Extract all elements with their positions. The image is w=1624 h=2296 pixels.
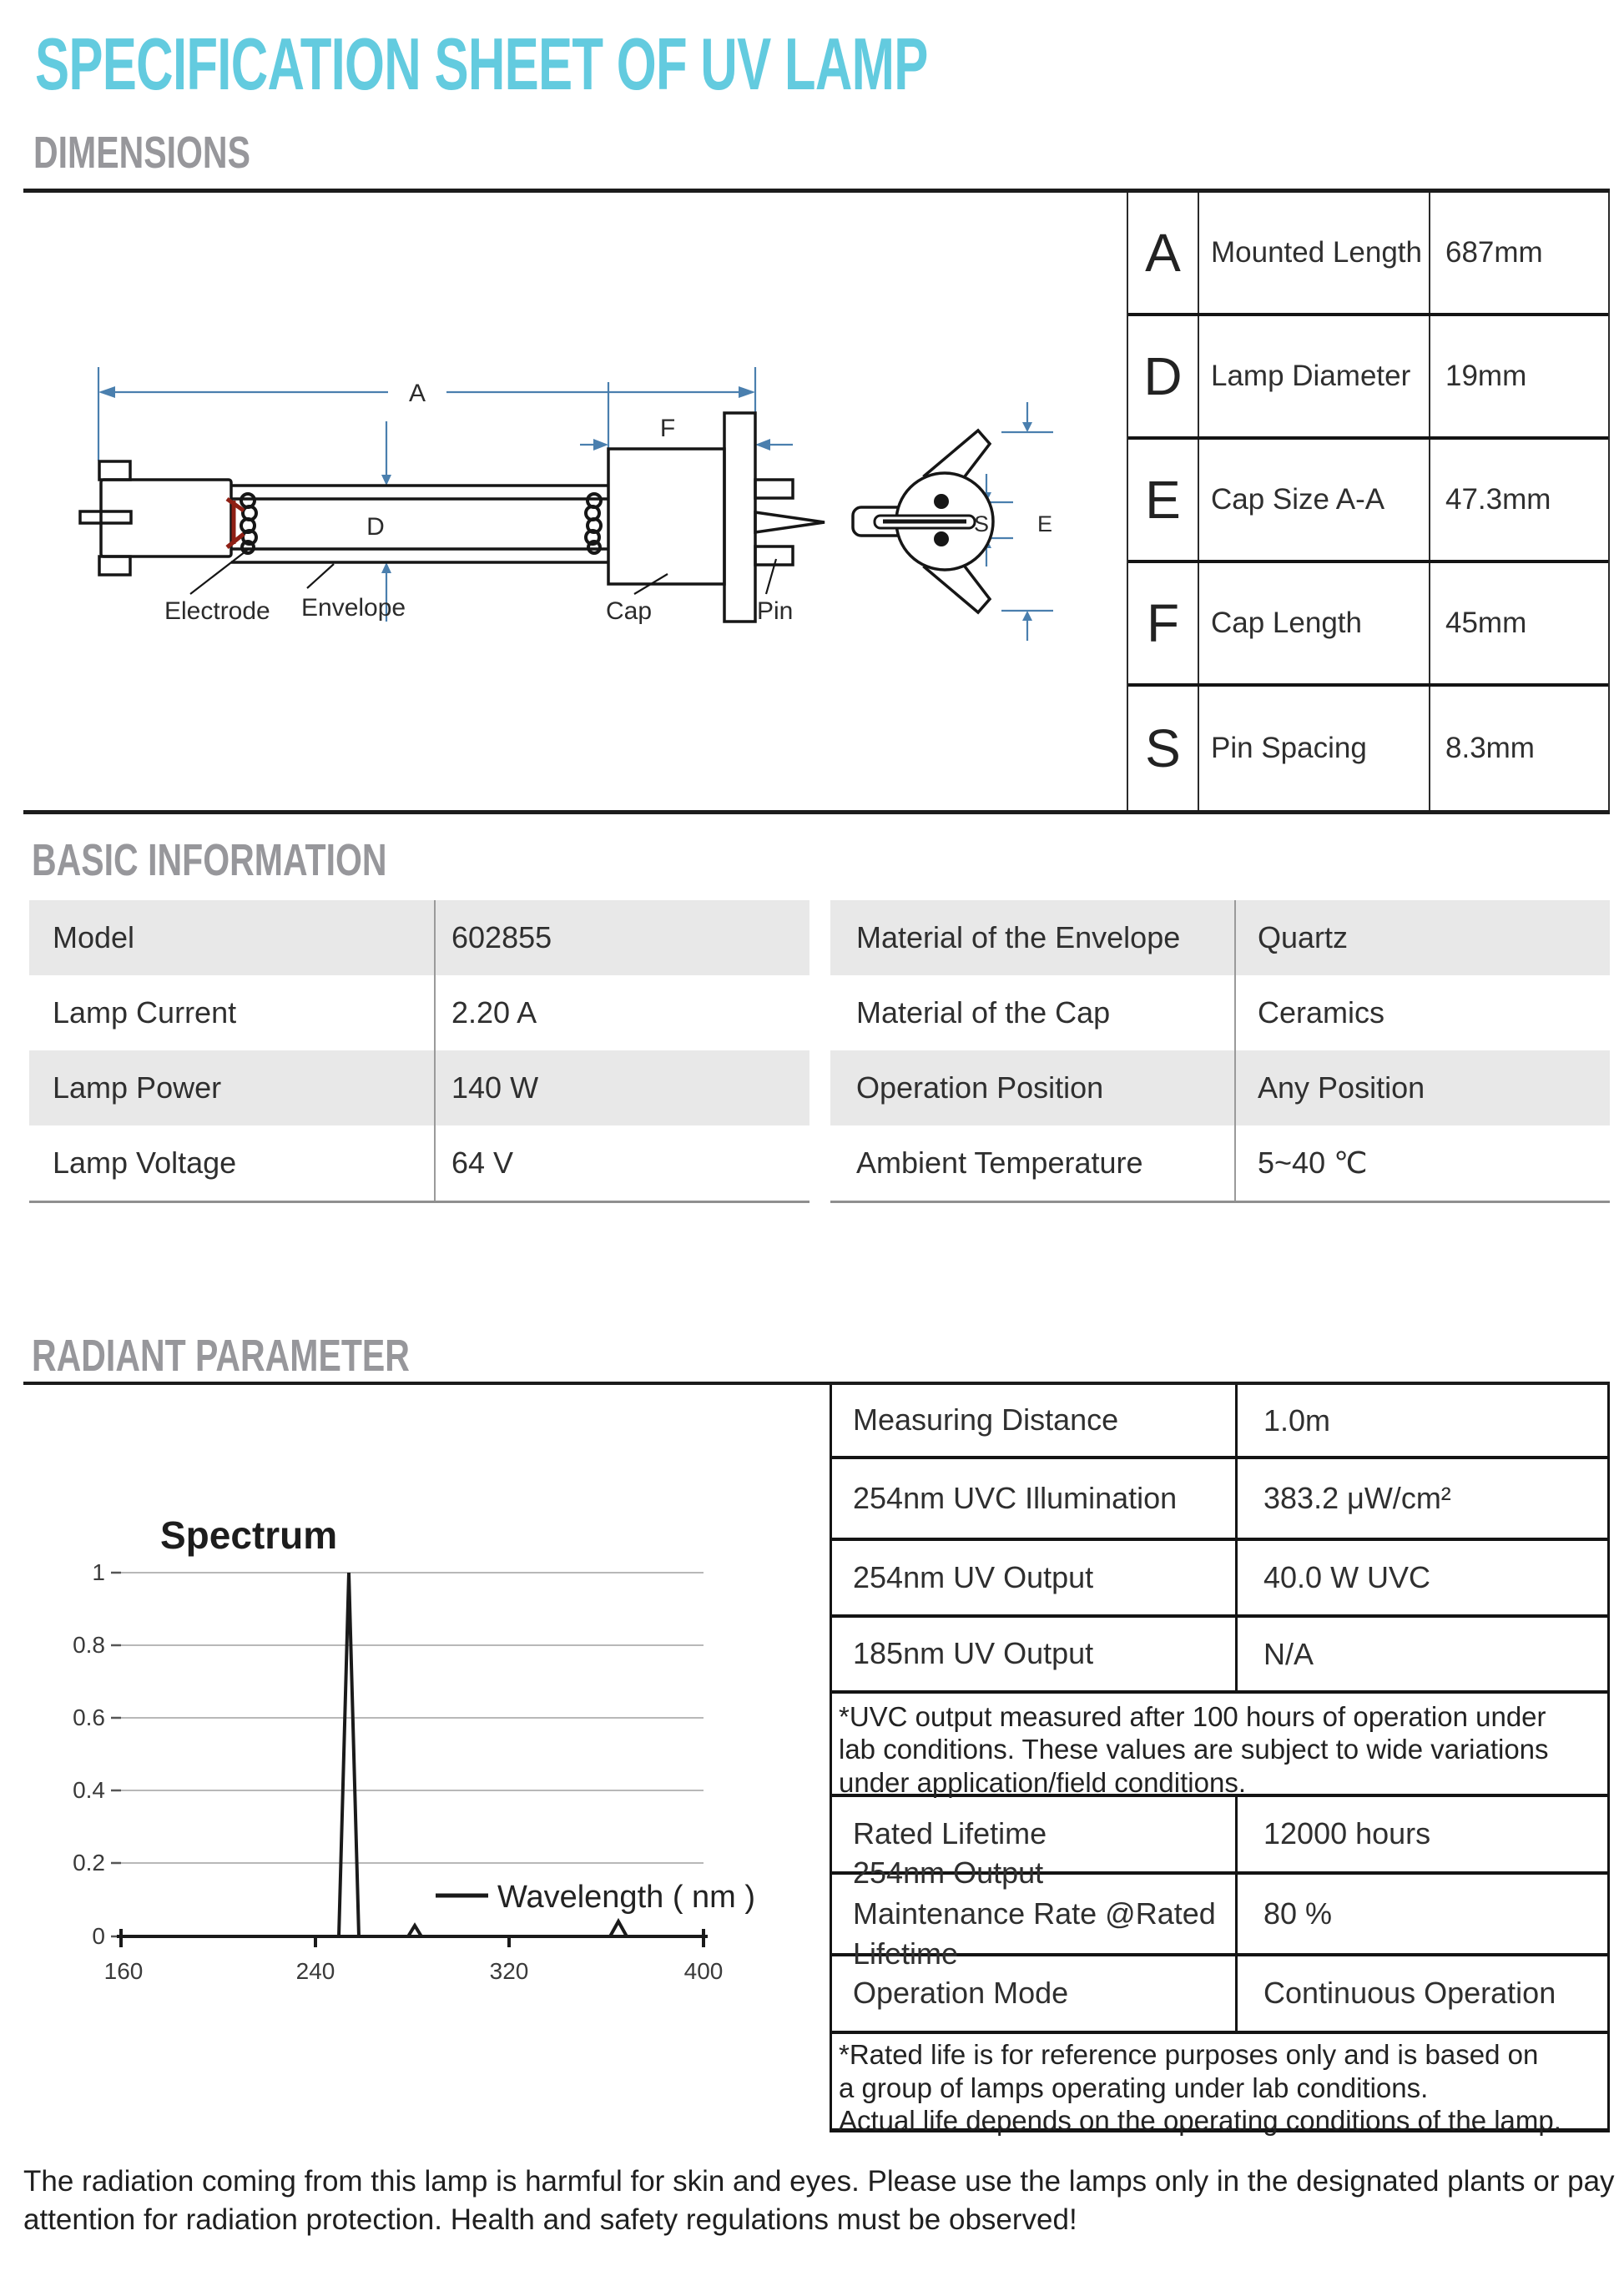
table-row	[1128, 193, 1608, 316]
table-row	[830, 975, 1610, 1050]
page-title: SPECIFICATION SHEET OF UV LAMP	[35, 23, 928, 105]
svg-text:0.2: 0.2	[73, 1850, 105, 1876]
electrode-coils	[241, 494, 601, 553]
dim-value: 8.3mm	[1445, 732, 1535, 764]
basic-label: Model	[53, 920, 135, 954]
warning-line: attention for radiation protection. Health and safety regulations must be observed!	[23, 2203, 1077, 2237]
rad-label: 254nm UV Output	[832, 1541, 1238, 1614]
basic-value: 140 W	[451, 1070, 539, 1105]
svg-text:0.4: 0.4	[73, 1777, 105, 1803]
chart-y-axis-ticks	[111, 1573, 121, 1936]
dim-s-label: S	[973, 511, 990, 536]
table-row	[1128, 687, 1608, 810]
dimensions-table	[1127, 193, 1610, 810]
dim-letter: A	[1128, 193, 1199, 313]
dim-value: 687mm	[1445, 236, 1543, 269]
dim-value: 47.3mm	[1445, 483, 1551, 516]
basic-information-heading: BASIC INFORMATION	[32, 835, 387, 885]
note-line: under application/field conditions.	[839, 1766, 1246, 1798]
note-line: *Rated life is for reference purposes only and is based on	[839, 2038, 1539, 2070]
warning-line: The radiation coming from this lamp is harmful for skin and eyes. Please use the lamps only in the designated plants or pay	[23, 2165, 1615, 2198]
rad-value: N/A	[1263, 1636, 1314, 1671]
note-line: a group of lamps operating under lab conditions.	[839, 2072, 1429, 2103]
dim-f-label: F	[659, 415, 676, 442]
spectrum-chart	[67, 1493, 801, 1986]
table-row	[29, 975, 809, 1050]
dim-value: 19mm	[1445, 360, 1527, 392]
basic-value: Quartz	[1258, 920, 1349, 954]
table-row	[832, 1459, 1607, 1541]
dim-name: Pin Spacing	[1199, 687, 1430, 810]
uvc-output-note	[832, 1694, 1607, 1797]
svg-text:400: 400	[683, 1958, 724, 1984]
basic-value: 64 V	[451, 1145, 514, 1180]
dimensions-heading: DIMENSIONS	[33, 128, 250, 178]
dim-name: Cap Size A-A	[1199, 440, 1430, 560]
basic-label: Ambient Temperature	[856, 1145, 1143, 1180]
table-row	[832, 1618, 1607, 1693]
svg-text:240: 240	[295, 1958, 335, 1984]
dim-name: Mounted Length	[1199, 193, 1430, 313]
dim-e-label: E	[1037, 511, 1053, 536]
basic-information-table-right	[830, 900, 1610, 1201]
dimension-arrowheads	[98, 386, 1032, 621]
note-line: *UVC output measured after 100 hours of operation under	[839, 1700, 1546, 1732]
radiant-parameter-heading: RADIANT PARAMETER	[32, 1331, 410, 1381]
svg-text:0: 0	[92, 1923, 105, 1949]
basic-value: 5~40 ℃	[1258, 1145, 1368, 1180]
envelope-label: Envelope	[301, 594, 406, 622]
cap-end-view	[853, 430, 993, 612]
basic-value: Ceramics	[1258, 995, 1385, 1030]
dim-value: 45mm	[1445, 607, 1527, 639]
radiant-parameter-table	[830, 1385, 1610, 2137]
svg-text:0.8: 0.8	[73, 1632, 105, 1658]
chart-y-axis-labels	[73, 1559, 105, 1949]
rated-life-note	[832, 2034, 1607, 2137]
dim-name: Lamp Diameter	[1199, 316, 1430, 436]
table-row	[1128, 563, 1608, 687]
dim-letter: D	[1128, 316, 1199, 436]
table-border	[29, 1201, 809, 1203]
radiation-warning-text	[23, 2163, 1615, 2239]
dim-letter: F	[1128, 563, 1199, 683]
table-row	[832, 1855, 1607, 1971]
svg-text:0.6: 0.6	[73, 1704, 105, 1730]
table-divider	[1234, 900, 1236, 1201]
dim-a-label: A	[408, 380, 426, 407]
basic-value: Any Position	[1258, 1070, 1425, 1105]
rad-label: 185nm UV Output	[832, 1618, 1238, 1689]
rad-value: Continuous Operation	[1263, 1976, 1556, 2011]
rad-label: 254nm UVC Illumination	[832, 1459, 1238, 1538]
rad-value: 1.0m	[1263, 1402, 1331, 1438]
table-row	[29, 1050, 809, 1125]
note-line: lab conditions. These values are subject to wide variations	[839, 1734, 1549, 1765]
chart-x-axis-labels	[104, 1958, 724, 1984]
table-row	[832, 1385, 1607, 1459]
dimensions-bottom-rule	[23, 810, 1610, 814]
table-border	[830, 1201, 1610, 1203]
rad-label: Rated Lifetime	[832, 1797, 1238, 1871]
table-row	[832, 1541, 1607, 1618]
table-divider	[434, 900, 436, 1201]
svg-text:320: 320	[489, 1958, 529, 1984]
legend-label: Wavelength ( nm )	[497, 1880, 756, 1915]
chart-title: Spectrum	[160, 1513, 338, 1557]
basic-label: Material of the Cap	[856, 995, 1111, 1030]
table-row	[830, 1125, 1610, 1201]
leader-lines	[190, 549, 776, 594]
basic-information-table-left	[29, 900, 809, 1201]
table-row	[1128, 440, 1608, 563]
dim-letter: S	[1128, 687, 1199, 810]
table-row	[29, 1125, 809, 1201]
note-line: Actual life depends on the operating conditions of the lamp.	[839, 2105, 1561, 2137]
table-row	[830, 1050, 1610, 1125]
basic-value: 2.20 A	[451, 995, 537, 1030]
basic-label: Lamp Power	[53, 1070, 222, 1105]
basic-label: Material of the Envelope	[856, 920, 1181, 954]
svg-text:160: 160	[103, 1958, 144, 1984]
dim-name: Cap Length	[1199, 563, 1430, 683]
dim-letter: E	[1128, 440, 1199, 560]
electrode-label: Electrode	[164, 597, 270, 625]
chart-gridlines	[121, 1573, 704, 1863]
cap-label: Cap	[606, 597, 653, 625]
table-row	[832, 1956, 1607, 2034]
table-row	[29, 900, 809, 975]
dim-d-label: D	[366, 513, 385, 541]
rad-label: Measuring Distance	[832, 1385, 1238, 1456]
svg-text:1: 1	[92, 1559, 105, 1585]
basic-label: Lamp Current	[53, 995, 237, 1030]
basic-label: Operation Position	[856, 1070, 1104, 1105]
rad-label: 254nm Output Maintenance Rate @Rated Lifetime	[832, 1875, 1238, 1953]
table-row	[1128, 316, 1608, 440]
table-row	[830, 900, 1610, 975]
basic-label: Lamp Voltage	[53, 1145, 237, 1180]
basic-value: 602855	[451, 920, 552, 954]
rad-value: 12000 hours	[1263, 1816, 1431, 1851]
rad-value: 40.0 W UVC	[1263, 1560, 1431, 1595]
uv-lamp-technical-drawing	[71, 363, 1139, 647]
rad-value: 383.2 μW/cm²	[1263, 1481, 1451, 1516]
pin-label: Pin	[757, 597, 794, 625]
rad-label: Operation Mode	[832, 1956, 1238, 2031]
chart-legend	[436, 1880, 755, 1915]
lamp-outline	[80, 413, 825, 622]
rad-value: 80 %	[1263, 1896, 1333, 1931]
